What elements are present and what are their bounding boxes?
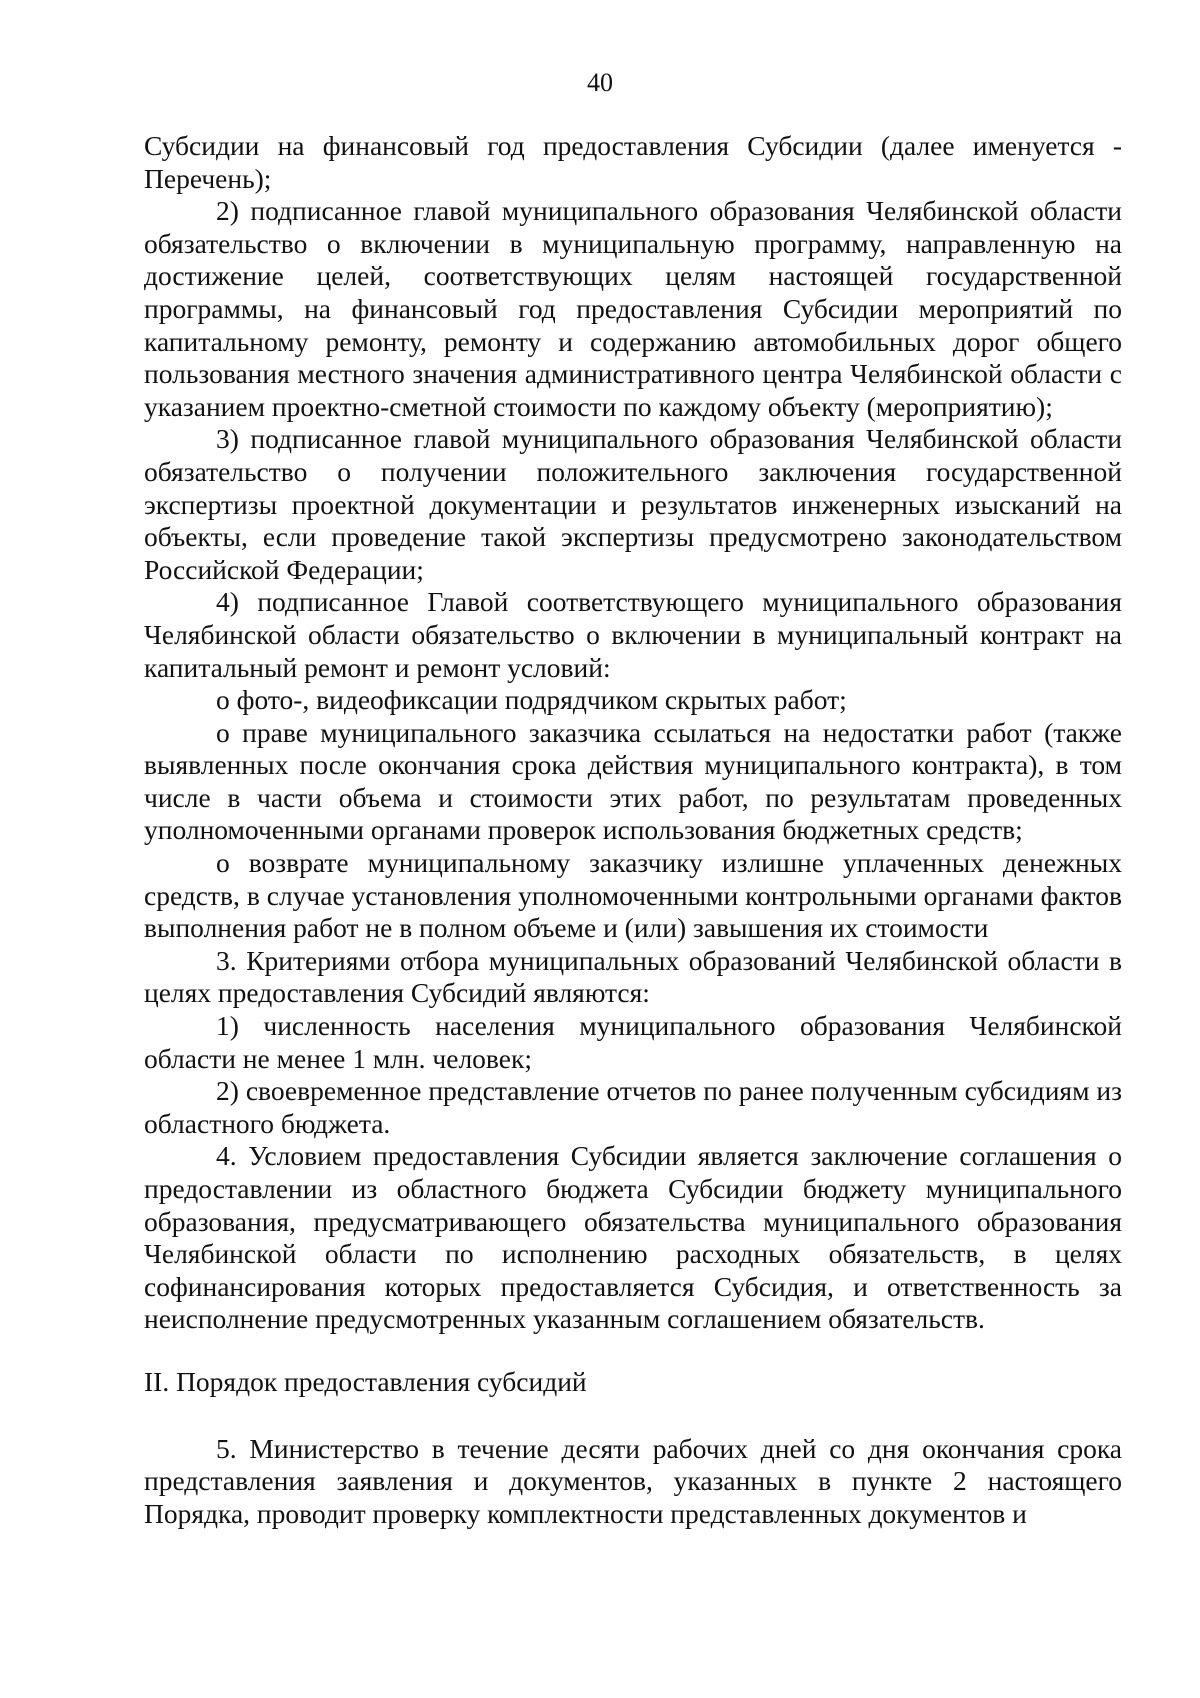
paragraph-criterion-2: 2) своевременное представление отчетов по ранее полученным субсидиям из областного бюджета. bbox=[144, 1075, 1122, 1139]
paragraph-item-3: 3) подписанное главой муниципального образования Челябинской области обязательство о получении положительного заключения государственной экспертизы проектной документации и результатов инженерных изысканий на объекты, если проведение такой экспертизы предусмотрено законодательством Российской Федерации; bbox=[144, 423, 1122, 585]
section-heading: II. Порядок предоставления субсидий bbox=[144, 1365, 587, 1397]
paragraph-condition-photo: о фото-, видеофиксации подрядчиком скрытых работ; bbox=[216, 684, 847, 716]
paragraph-clause-5: 5. Министерство в течение десяти рабочих дней со дня окончания срока представления заявления и документов, указанных в пункте 2 настоящего Порядка, проводит проверку комплектности представленных документов и bbox=[144, 1432, 1122, 1529]
paragraph-clause-3: 3. Критериями отбора муниципальных образований Челябинской области в целях предоставления Субсидий являются: bbox=[144, 944, 1122, 1009]
paragraph-item-4: 4) подписанное Главой соответствующего муниципального образования Челябинской области обязательство о включении в муниципальный контракт на капитальный ремонт и ремонт условий: bbox=[144, 586, 1122, 683]
paragraph-condition-refund: о возврате муниципальному заказчику излишне уплаченных денежных средств, в случае установления уполномоченными контрольными органами фактов выполнения работ не в полном объеме и (или) завышения их стоимости bbox=[144, 847, 1122, 944]
page-number: 40 bbox=[587, 68, 613, 97]
document-body bbox=[144, 130, 1122, 1530]
paragraph-list-continuation: Субсидии на финансовый год предоставления Субсидии (далее именуется - Перечень); bbox=[144, 130, 1122, 194]
paragraph-criterion-1: 1) численность населения муниципального образования Челябинской области не менее 1 млн. человек; bbox=[144, 1010, 1122, 1074]
paragraph-item-2: 2) подписанное главой муниципального образования Челябинской области обязательство о включении в муниципальную программу, направленную на достижение целей, соответствующих целям настоящей государственной программы, на финансовый год предоставления Субсидии мероприятий по капитальному ремонту, ремонту и содержанию автомобильных дорог общего пользования местного значения административного центра Челябинской области с указанием проектно-сметной стоимости по каждому объекту (мероприятию); bbox=[144, 195, 1122, 422]
paragraph-condition-defects: о праве муниципального заказчика ссылаться на недостатки работ (также выявленных после окончания срока действия муниципального контракта), в том числе в части объема и стоимости этих работ, по результатам проведенных уполномоченными органами проверок использования бюджетных средств; bbox=[144, 716, 1122, 846]
paragraph-clause-4: 4. Условием предоставления Субсидии является заключение соглашения о предоставлении из областного бюджета Субсидии бюджету муниципального образования, предусматривающего обязательства муниципального образования Челябинской области по исполнению расходных обязательств, в целях софинансирования которых предоставляется Субсидия, и ответственность за неисполнение предусмотренных указанным соглашением обязательств. bbox=[144, 1140, 1122, 1335]
